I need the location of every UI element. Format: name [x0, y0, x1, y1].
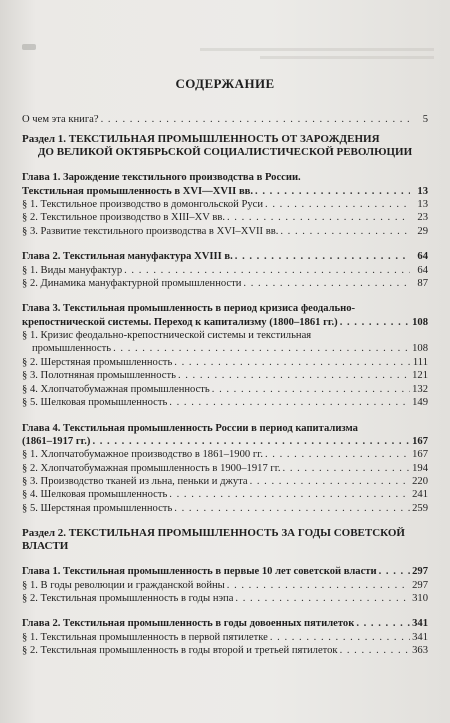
- dot-leader: [169, 488, 410, 501]
- dot-leader: [243, 277, 410, 290]
- toc-entry-paragraph[interactable]: [22, 475, 428, 488]
- dot-leader: [212, 383, 410, 396]
- page-number: 23: [417, 212, 428, 224]
- entry-text: § 2. Динамика мануфактурной промышленности: [22, 278, 242, 290]
- entry-text: § 4. Хлопчатобумажная промышленность: [22, 383, 210, 395]
- toc-entry-paragraph[interactable]: [22, 396, 428, 409]
- entry-text: § 3. Развитие текстильного производства в XVI–XVII вв.: [22, 225, 279, 237]
- dot-leader: [227, 211, 410, 224]
- dot-leader: [270, 631, 410, 644]
- toc-entry-paragraph[interactable]: [22, 462, 428, 475]
- toc-entry-chapter-1[interactable]: [22, 185, 428, 198]
- toc-entry-paragraph[interactable]: [22, 342, 428, 355]
- toc-entry-paragraph[interactable]: [22, 211, 428, 224]
- entry-text: промышленность: [32, 343, 112, 355]
- toc-entry-paragraph[interactable]: [22, 631, 428, 644]
- chapter-2-heading: [22, 250, 428, 263]
- entry-text: Глава 2. Текстильная промышленность в годы довоенных пятилеток: [22, 618, 355, 630]
- toc-entry-paragraph[interactable]: [22, 592, 428, 605]
- toc-entry-paragraph[interactable]: [22, 225, 428, 238]
- toc-entry-chapter-4[interactable]: [22, 435, 428, 448]
- toc-title: СОДЕРЖАНИЕ: [175, 76, 275, 91]
- section-1-heading: Раздел 1. ТЕКСТИЛЬНАЯ ПРОМЫШЛЕННОСТЬ ОТ ЗАРОЖДЕНИЯ ДО ВЕЛИКОЙ ОКТЯБРЬСКОЙ СОЦИАЛИСТИЧЕСКОЙ РЕВОЛЮЦИИ: [22, 133, 413, 159]
- page-number: 108: [412, 316, 428, 328]
- page-number: 5: [422, 114, 428, 125]
- toc-content: [22, 113, 428, 658]
- toc-entry-paragraph[interactable]: [22, 383, 428, 396]
- toc-entry-paragraph[interactable]: [22, 644, 428, 657]
- dot-leader: [356, 617, 410, 630]
- toc-entry-paragraph[interactable]: [22, 198, 428, 211]
- chapter-1-heading: Глава 1. Зарождение текстильного производства в России. Текстильная промышленность в XVI—XVII вв. . . . 13: [22, 171, 428, 198]
- toc-entry-paragraph[interactable]: [22, 369, 428, 382]
- dot-leader: [227, 579, 410, 592]
- toc-entry-paragraph[interactable]: [22, 502, 428, 515]
- page-number: 13: [417, 199, 428, 211]
- dot-leader: [101, 113, 410, 126]
- toc-entry-paragraph[interactable]: [22, 356, 428, 369]
- entry-text: (1861–1917 гг.): [22, 435, 91, 447]
- entry-text: Глава 1. Текстильная промышленность в первые 10 лет советской власти: [22, 566, 377, 578]
- dot-leader: [340, 316, 410, 329]
- dot-leader: [174, 502, 410, 515]
- entry-text: Глава 2. Текстильная мануфактура XVIII в.: [22, 251, 233, 263]
- toc-entry-paragraph[interactable]: [22, 448, 428, 461]
- page-number: 121: [412, 370, 428, 382]
- bleed-through-line: [260, 56, 434, 59]
- dot-leader: [174, 356, 410, 369]
- entry-text: § 2. Шерстяная промышленность: [22, 356, 173, 368]
- entry-text: § 1. В годы революции и гражданской войны: [22, 579, 225, 591]
- toc-entry-paragraph-line1: § 1. Кризис феодально-крепостнической системы и текстильная: [22, 330, 312, 342]
- entry-text: § 5. Шелковая промышленность: [22, 397, 168, 409]
- chapter-s1-heading: [22, 565, 428, 578]
- entry-text: Текстильная промышленность в XVI—XVII вв.: [22, 185, 254, 197]
- dot-leader: [235, 592, 410, 605]
- entry-text: О чем эта книга?: [22, 114, 99, 125]
- page-number: 111: [412, 356, 428, 368]
- dot-leader: [250, 475, 410, 488]
- page-number: 64: [417, 251, 428, 263]
- dot-leader: [265, 448, 410, 461]
- toc-entry-paragraph[interactable]: [22, 579, 428, 592]
- page-number: 220: [412, 475, 428, 487]
- page-number: 241: [412, 489, 428, 501]
- section-2-heading: Раздел 2. ТЕКСТИЛЬНАЯ ПРОМЫШЛЕННОСТЬ ЗА ГОДЫ СОВЕТСКОЙ ВЛАСТИ: [22, 527, 405, 553]
- toc-entry-chapter-3[interactable]: [22, 316, 428, 329]
- page-number: 341: [412, 631, 428, 643]
- entry-text: § 4. Шелковая промышленность: [22, 489, 168, 501]
- dot-leader: [255, 185, 410, 198]
- entry-text: крепостнической системы. Переход к капитализму (1800–1861 гг.): [22, 316, 338, 328]
- dot-leader: [265, 198, 410, 211]
- entry-text: § 5. Шерстяная промышленность: [22, 502, 173, 514]
- dot-leader: [340, 644, 410, 657]
- toc-entry-paragraph[interactable]: [22, 488, 428, 501]
- page-number: 194: [412, 462, 428, 474]
- chapter-4-heading: Глава 4. Текстильная промышленность России в период капитализма (1861–1917 гг.) . . . 167: [22, 422, 428, 449]
- entry-text: § 2. Текстильное производство в XIII–XV вв.: [22, 212, 225, 224]
- entry-text: § 2. Текстильная промышленность в годы второй и третьей пятилеток: [22, 645, 338, 657]
- page-number: 310: [412, 592, 428, 604]
- entry-text: § 3. Производство тканей из льна, пеньки и джута: [22, 475, 248, 487]
- page-number: 259: [412, 502, 428, 514]
- page-number: 167: [412, 449, 428, 461]
- page-number: 132: [412, 383, 428, 395]
- dot-leader: [379, 565, 410, 578]
- page-number: 87: [417, 278, 428, 290]
- chapter-3-heading: Глава 3. Текстильная промышленность в период кризиса феодально- крепостнической системы. Переход к капитализму (1800–1861 гг.) . . . 108: [22, 302, 428, 329]
- page-number: 64: [417, 264, 428, 276]
- page-number: 108: [412, 343, 428, 355]
- entry-text: § 1. Хлопчатобумажное производство в 1861–1900 гг.: [22, 449, 263, 461]
- entry-text: § 1. Текстильное производство в домонгольской Руси: [22, 199, 264, 211]
- entry-text: § 1. Виды мануфактур: [22, 264, 123, 276]
- dot-leader: [280, 225, 410, 238]
- page-number: 167: [412, 435, 428, 447]
- page-number: 297: [412, 579, 428, 591]
- toc-entry-chapter-s2[interactable]: [22, 617, 428, 630]
- dot-leader: [178, 369, 410, 382]
- page-number: 13: [417, 185, 428, 197]
- dot-leader: [283, 462, 410, 475]
- page-number: 29: [417, 225, 428, 237]
- page-number: 297: [412, 566, 428, 578]
- entry-text: § 2. Текстильная промышленность в годы нэпа: [22, 592, 234, 604]
- toc-entry-chapter-s1[interactable]: [22, 565, 428, 578]
- dot-leader: [169, 396, 410, 409]
- page-number: 363: [412, 645, 428, 657]
- entry-text: § 3. Полотняная промышленность: [22, 370, 176, 382]
- toc-entry-paragraph[interactable]: [22, 264, 428, 277]
- dot-leader: [124, 264, 410, 277]
- page-header-mark: [22, 44, 36, 50]
- page-number: 149: [412, 397, 428, 409]
- toc-entry-paragraph[interactable]: [22, 277, 428, 290]
- dot-leader: [235, 250, 410, 263]
- entry-text: § 2. Хлопчатобумажная промышленность в 1900–1917 гг.: [22, 462, 281, 474]
- toc-entry-intro[interactable]: [22, 113, 428, 126]
- dot-leader: [92, 435, 410, 448]
- bleed-through-line: [200, 48, 434, 51]
- page-number: 341: [412, 618, 428, 630]
- chapter-s2-heading: [22, 617, 428, 630]
- dot-leader: [113, 342, 410, 355]
- toc-entry-chapter-2[interactable]: [22, 250, 428, 263]
- entry-text: § 1. Текстильная промышленность в первой пятилетке: [22, 631, 268, 643]
